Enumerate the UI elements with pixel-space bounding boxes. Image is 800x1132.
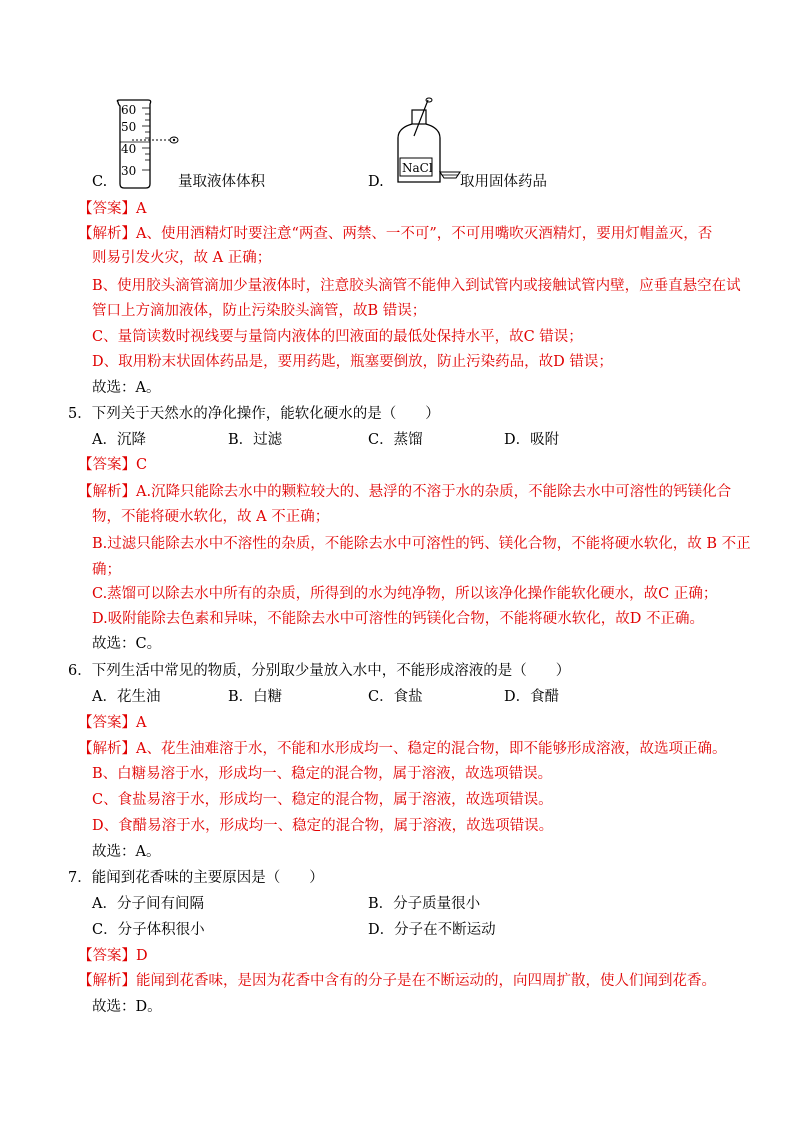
q4-analysis-line: 管口上方滴加液体，防止污染胶头滴管，故B 错误； [92, 303, 427, 319]
q5-analysis-line: B.过滤只能除去水中不溶性的杂质，不能除去水中可溶性的钙、镁化合物，不能将硬水软化，故 B 不正 [92, 536, 751, 552]
q6-analysis-line: B、白糖易溶于水，形成均一、稳定的混合物，属于溶液，故选项错误。 [92, 766, 553, 782]
q4-analysis-line: 则易引发火灾，故 A 正确； [92, 250, 272, 266]
q6-analysis-line: D、食醋易溶于水，形成均一、稳定的混合物，属于溶液，故选项错误。 [92, 818, 554, 834]
graduated-cylinder-figure [112, 98, 184, 190]
option-d-letter: D. [368, 174, 384, 190]
q6-analysis-line: C、食盐易溶于水，形成均一、稳定的混合物，属于溶液，故选项错误。 [92, 792, 553, 808]
q5-analysis-line: D.吸附能除去色素和异味，不能除去水中可溶性的钙镁化合物，不能将硬水软化，故D 不正确。 [92, 611, 704, 627]
q4-analysis-line: B、使用胶头滴管滴加少量液体时，注意胶头滴管不能伸入到试管内或接触试管内壁，应垂直悬空在试 [92, 278, 741, 294]
q5-analysis-line: 确； [92, 562, 121, 578]
q5-option-b: B．过滤 [228, 432, 283, 448]
q4-analysis-line: 【解析】A、使用酒精灯时要注意“两查、两禁、一不可”，不可用嘴吹灭酒精灯，要用灯帽盖灭，否 [78, 226, 713, 242]
tick-label-60: 60 [121, 103, 137, 117]
q6-option-a: A．花生油 [92, 689, 161, 705]
q7-option-c: C．分子体积很小 [92, 922, 205, 938]
q5-option-d: D．吸附 [504, 432, 560, 448]
tick-label-30: 30 [121, 164, 137, 178]
q5-question: 5．下列关于天然水的净化操作，能软化硬水的是（ ） [68, 406, 440, 422]
q6-question: 6．下列生活中常见的物质，分别取少量放入水中，不能形成溶液的是（ ） [68, 663, 571, 679]
q7-option-b: B．分子质量很小 [368, 896, 481, 912]
q5-analysis-line: 物，不能将硬水软化，故 A 不正确； [92, 509, 330, 525]
q6-conclusion: 故选：A。 [92, 844, 161, 860]
option-c-text: 量取液体体积 [178, 174, 265, 190]
option-c-letter: C. [92, 174, 108, 190]
q7-conclusion: 故选：D。 [92, 999, 162, 1015]
tick-label-40: 40 [121, 142, 137, 156]
q5-option-a: A．沉降 [92, 432, 146, 448]
q4-conclusion: 故选：A。 [92, 380, 161, 396]
q6-option-c: C．食盐 [368, 689, 423, 705]
q7-analysis-line: 【解析】能闻到花香味，是因为花香中含有的分子是在不断运动的，向四周扩散，使人们闻到花香。 [78, 973, 716, 989]
q7-option-d: D．分子在不断运动 [368, 922, 496, 938]
q4-analysis-line: D、取用粉末状固体药品是，要用药匙，瓶塞要倒放，防止污染药品，故D 错误； [92, 354, 613, 370]
q5-answer: 【答案】C [78, 457, 148, 473]
q7-question: 7．能闻到花香味的主要原因是（ ） [68, 870, 324, 886]
q5-analysis-line: C.蒸馏可以除去水中所有的杂质，所得到的水为纯净物，所以该净化操作能软化硬水，故C 正确； [92, 586, 718, 602]
q5-option-c: C．蒸馏 [368, 432, 423, 448]
q6-option-b: B．白糖 [228, 689, 283, 705]
q5-analysis-line: 【解析】A.沉降只能除去水中的颗粒较大的、悬浮的不溶于水的杂质，不能除去水中可溶性的钙镁化合 [78, 484, 732, 500]
reagent-bottle-figure [392, 96, 464, 188]
tick-label-50: 50 [121, 120, 137, 134]
q5-conclusion: 故选：C。 [92, 636, 162, 652]
q4-answer: 【答案】A [78, 201, 147, 217]
q4-analysis-line: C、量筒读数时视线要与量筒内液体的凹液面的最低处保持水平，故C 错误； [92, 329, 583, 345]
bottle-label: NaCl [402, 161, 433, 175]
q6-answer: 【答案】A [78, 715, 147, 731]
q7-answer: 【答案】D [78, 948, 148, 964]
q7-option-a: A．分子间有间隔 [92, 896, 204, 912]
q6-option-d: D．食醋 [504, 689, 560, 705]
option-d-text: 取用固体药品 [460, 174, 547, 190]
q6-analysis-line: 【解析】A、花生油难溶于水，不能和水形成均一、稳定的混合物，即不能够形成溶液，故选项正确。 [78, 741, 727, 757]
